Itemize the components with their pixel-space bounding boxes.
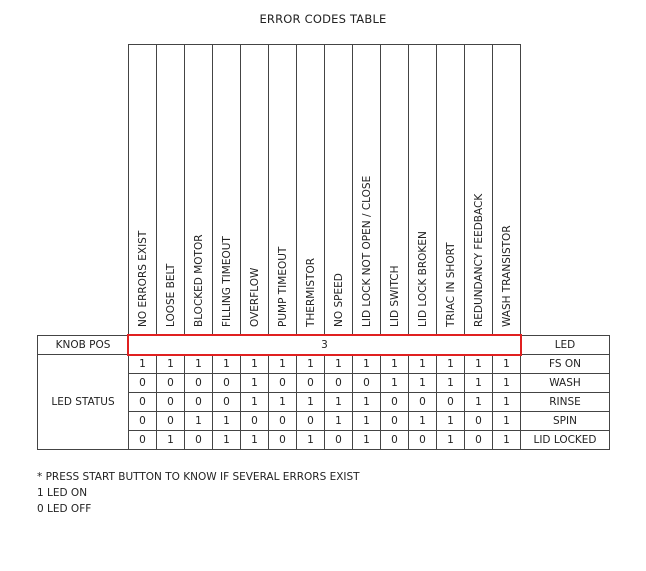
table-cell: 1 [465, 355, 493, 374]
knob-pos-label: KNOB POS [38, 336, 129, 355]
table-cell: 1 [353, 355, 381, 374]
table-cell: 0 [185, 393, 213, 412]
table-cell: 1 [437, 412, 465, 431]
knob-pos-number: 3 [321, 338, 328, 351]
table-cell: 1 [353, 412, 381, 431]
table-cell: 0 [129, 393, 157, 412]
table-cell: 1 [269, 393, 297, 412]
column-header-label: LID SWITCH [388, 265, 401, 327]
table-cell: 0 [297, 412, 325, 431]
led-name: WASH [521, 374, 610, 393]
led-column-header: LED [521, 336, 610, 355]
table-cell: 0 [129, 412, 157, 431]
column-header [465, 45, 493, 336]
table-row [38, 355, 610, 374]
table-cell: 0 [129, 431, 157, 450]
table-cell: 0 [465, 412, 493, 431]
table-cell: 0 [325, 431, 353, 450]
column-header [269, 45, 297, 336]
footnote: 0 LED OFF [37, 503, 92, 515]
column-header [213, 45, 241, 336]
table-cell: 0 [381, 393, 409, 412]
table-cell: 0 [297, 374, 325, 393]
table-cell: 1 [213, 355, 241, 374]
table-cell: 1 [297, 431, 325, 450]
table-cell: 0 [157, 374, 185, 393]
table-cell: 1 [269, 355, 297, 374]
table-cell: 1 [297, 393, 325, 412]
column-header-label: WASH TRANSISTOR [500, 225, 513, 327]
column-header-label: FILLING TIMEOUT [220, 236, 233, 327]
table-cell: 1 [353, 431, 381, 450]
table-cell: 1 [409, 355, 437, 374]
table-cell: 0 [381, 431, 409, 450]
table-cell: 0 [157, 393, 185, 412]
table-cell: 1 [353, 393, 381, 412]
table-cell: 1 [437, 431, 465, 450]
column-header [325, 45, 353, 336]
table-cell: 0 [129, 374, 157, 393]
footnotes [37, 469, 360, 517]
table-cell: 1 [465, 374, 493, 393]
column-header-label: OVERFLOW [248, 267, 261, 327]
table-cell: 1 [213, 431, 241, 450]
table-cell: 0 [381, 412, 409, 431]
table-cell: 0 [185, 374, 213, 393]
column-header [493, 45, 521, 336]
table-cell: 1 [241, 393, 269, 412]
table-cell: 1 [241, 431, 269, 450]
table-cell: 0 [437, 393, 465, 412]
table-cell: 1 [157, 431, 185, 450]
table-cell: 0 [465, 431, 493, 450]
table-cell: 1 [493, 374, 521, 393]
footnote: 1 LED ON [37, 487, 88, 499]
table-cell: 1 [465, 393, 493, 412]
table-cell: 0 [185, 431, 213, 450]
column-header-label: NO ERRORS EXIST [136, 230, 149, 327]
table-cell: 1 [493, 431, 521, 450]
column-header-label: PUMP TIMEOUT [276, 246, 289, 327]
column-header-label: THERMISTOR [304, 257, 317, 327]
column-header [409, 45, 437, 336]
table-cell: 1 [493, 412, 521, 431]
header-blank-right [521, 45, 610, 336]
table-cell: 1 [381, 355, 409, 374]
table-cell: 1 [409, 374, 437, 393]
table-cell: 1 [325, 355, 353, 374]
led-status-label: LED STATUS [38, 355, 129, 450]
table-cell: 0 [269, 412, 297, 431]
column-header [157, 45, 185, 336]
column-header [185, 45, 213, 336]
table-cell: 1 [437, 355, 465, 374]
table-cell: 1 [129, 355, 157, 374]
knob-row [38, 336, 610, 355]
table-cell: 0 [213, 374, 241, 393]
table-cell: 0 [269, 374, 297, 393]
table-cell: 0 [409, 431, 437, 450]
column-header-label: LOOSE BELT [164, 263, 177, 327]
table-cell: 1 [409, 412, 437, 431]
column-header-label: NO SPEED [332, 273, 345, 327]
table-cell: 0 [157, 412, 185, 431]
header-blank-left [38, 45, 129, 336]
table-cell: 0 [213, 393, 241, 412]
led-name: SPIN [521, 412, 610, 431]
table-cell: 1 [493, 393, 521, 412]
page-title: ERROR CODES TABLE [259, 12, 387, 26]
table-cell: 1 [493, 355, 521, 374]
column-header-label: BLOCKED MOTOR [192, 234, 205, 327]
error-codes-table [37, 44, 610, 450]
table-cell: 0 [269, 431, 297, 450]
table-cell: 1 [297, 355, 325, 374]
led-name: LID LOCKED [521, 431, 610, 450]
column-header-label: TRIAC IN SHORT [444, 242, 457, 327]
column-header [129, 45, 157, 336]
footnote: * PRESS START BUTTON TO KNOW IF SEVERAL ERRORS EXIST [37, 471, 360, 483]
column-header-label: LID LOCK NOT OPEN / CLOSE [360, 175, 373, 327]
table-cell: 1 [325, 393, 353, 412]
column-header [297, 45, 325, 336]
column-header [241, 45, 269, 336]
table-cell: 1 [241, 374, 269, 393]
table-cell: 1 [325, 412, 353, 431]
column-header [353, 45, 381, 336]
table-cell: 1 [157, 355, 185, 374]
table-cell: 0 [241, 412, 269, 431]
table-cell: 0 [325, 374, 353, 393]
table-cell: 1 [437, 374, 465, 393]
column-header-label: REDUNDANCY FEEDBACK [472, 193, 485, 327]
column-header [437, 45, 465, 336]
led-name: RINSE [521, 393, 610, 412]
header-row [38, 45, 610, 336]
led-name: FS ON [521, 355, 610, 374]
table-cell: 0 [353, 374, 381, 393]
table-cell: 1 [213, 412, 241, 431]
table-cell: 1 [381, 374, 409, 393]
table-cell: 1 [241, 355, 269, 374]
table-cell: 1 [185, 412, 213, 431]
table-cell: 0 [409, 393, 437, 412]
knob-pos-value [129, 336, 521, 355]
column-header-label: LID LOCK BROKEN [416, 231, 429, 327]
table-cell: 1 [185, 355, 213, 374]
column-header [381, 45, 409, 336]
